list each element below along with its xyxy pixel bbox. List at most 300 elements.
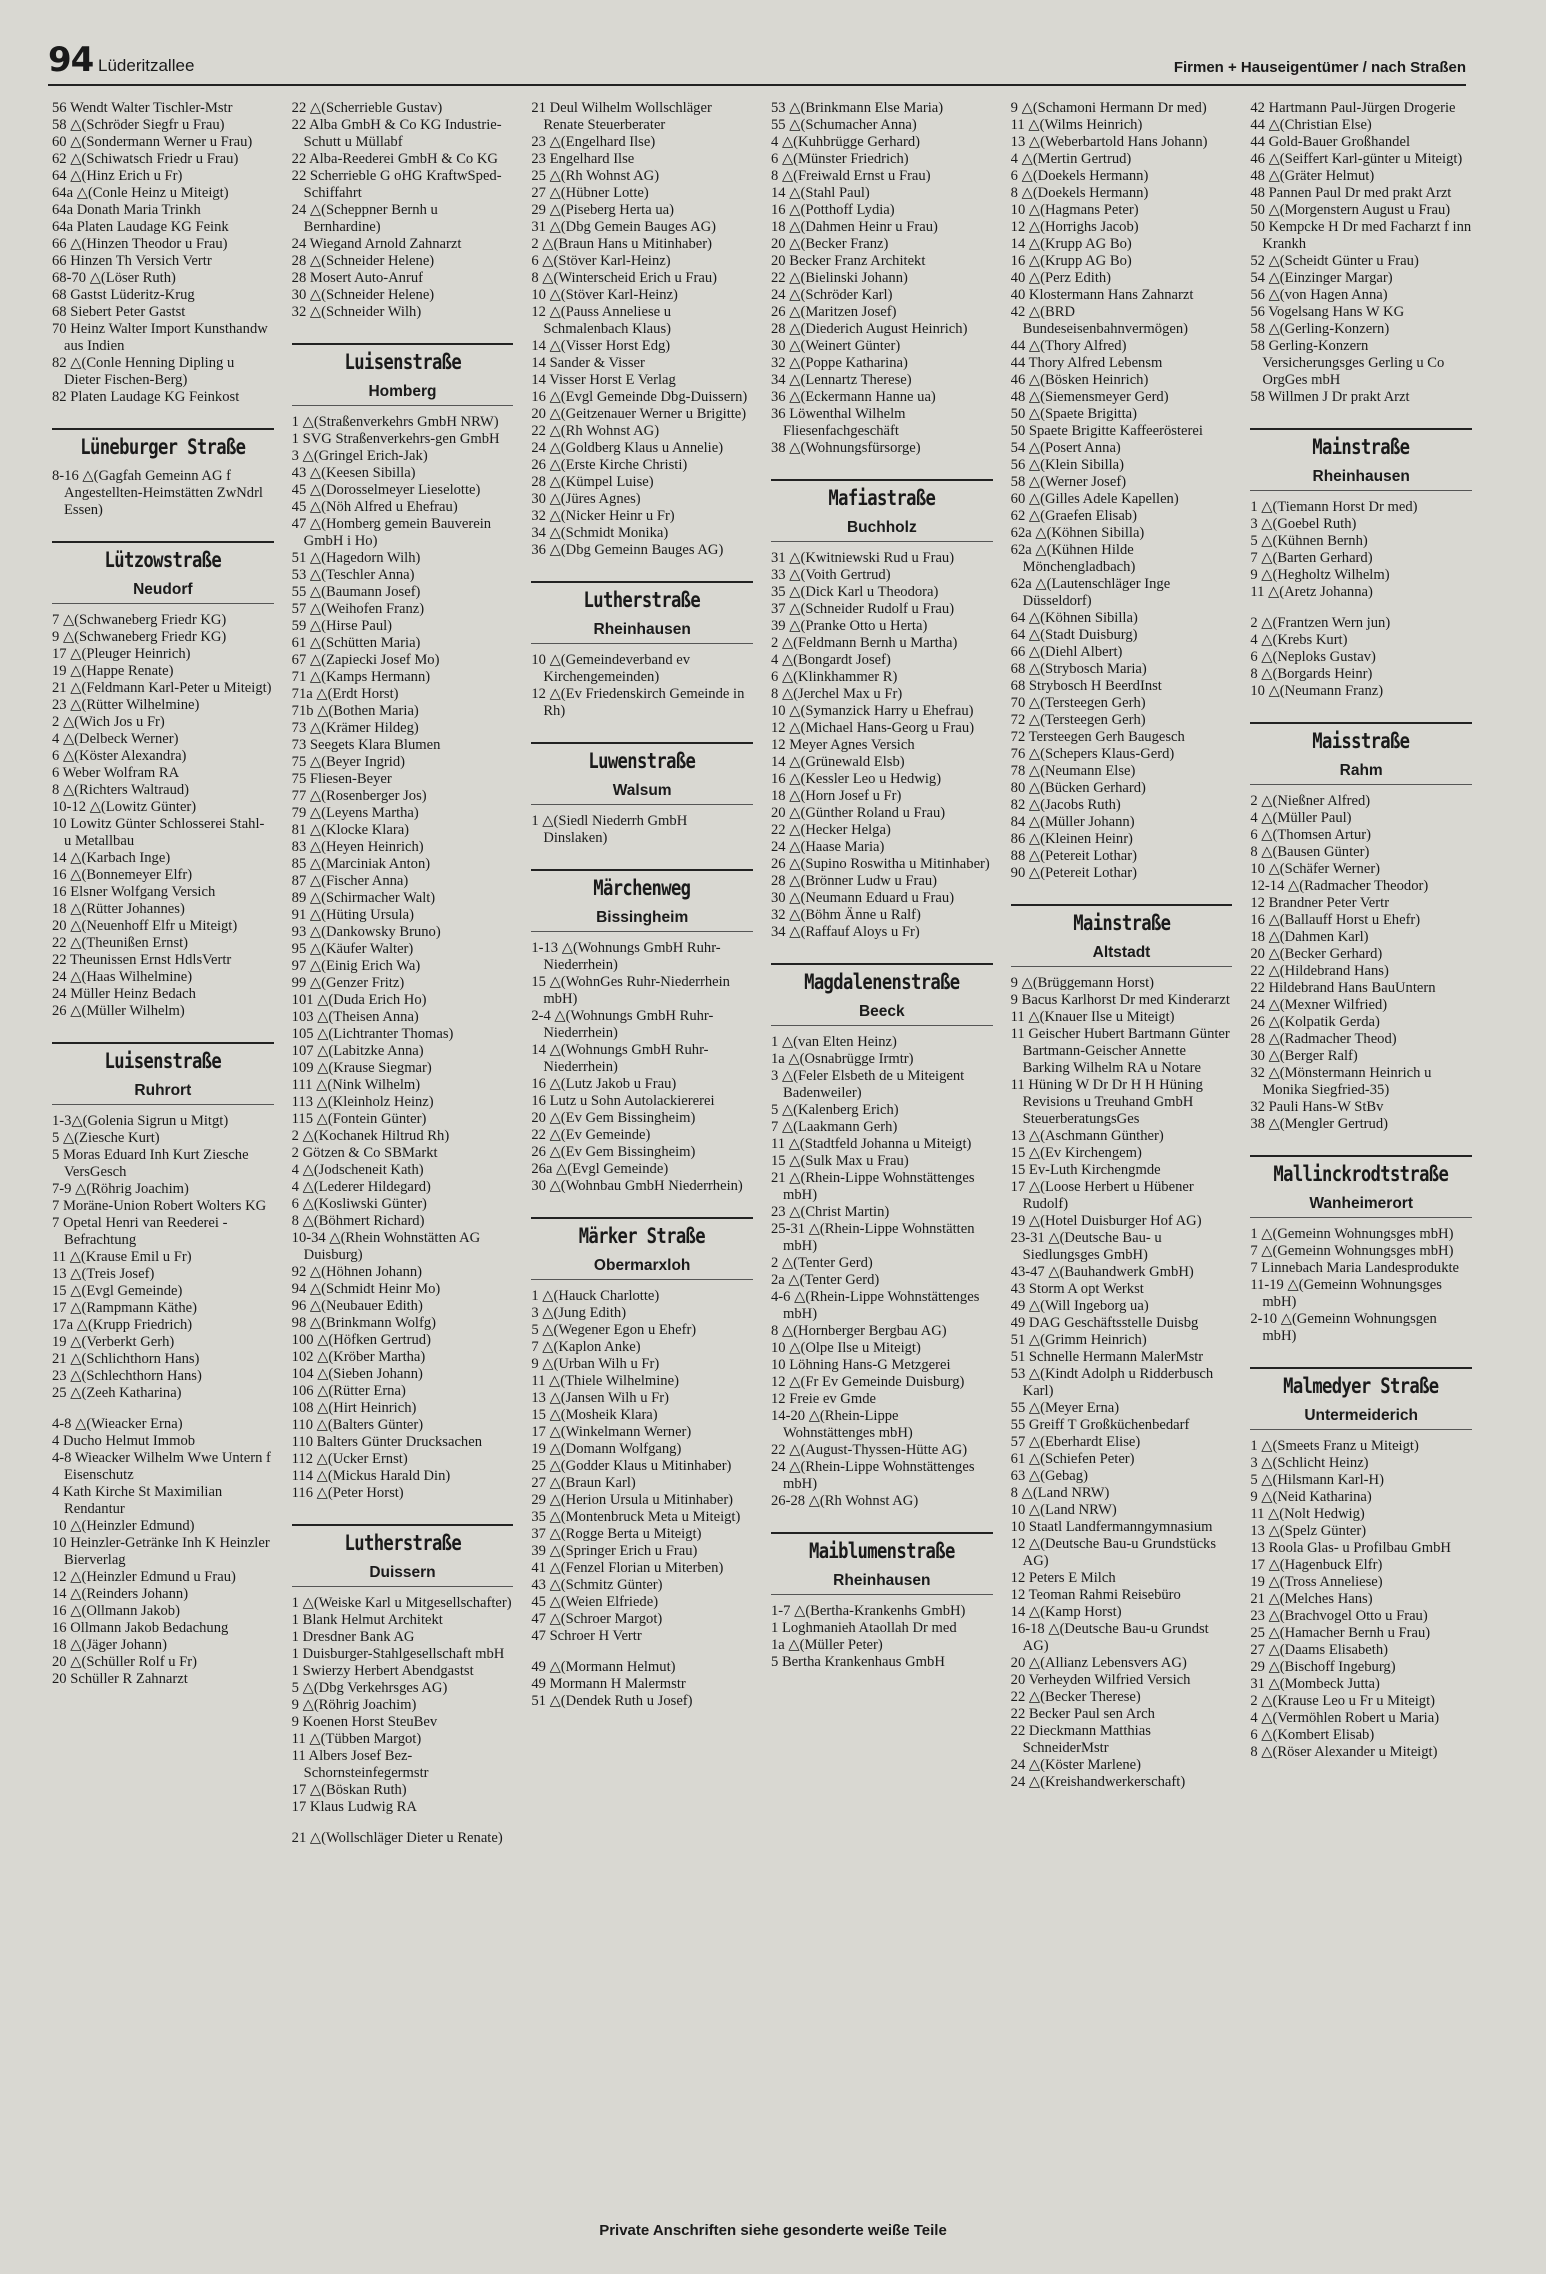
address-entry: 20 △(Becker Franz) — [771, 236, 889, 252]
address-entry: 29 △(Piseberg Herta ua) — [531, 202, 674, 218]
address-entry: 14 △(Krupp AG Bo) — [1010, 236, 1132, 252]
address-entry: 68-70 △(Löser Ruth) — [52, 270, 176, 286]
address-entry: 12 Peters E Milch — [1010, 1570, 1116, 1586]
district-heading: Wanheimerort — [1250, 1195, 1472, 1218]
address-entry: 26 △(Müller Wilhelm) — [52, 1003, 185, 1019]
address-entry: 20 △(Neuenhoff Elfr u Miteigt) — [52, 918, 238, 934]
address-entry: 43 △(Schmitz Günter) — [531, 1577, 663, 1593]
address-entry: 71b △(Bothen Maria) — [291, 703, 419, 719]
address-entry: 3 △(Feler Elsbeth de u Miteigent Badenweiler) — [771, 1068, 965, 1101]
address-entry: 16 △(Evgl Gemeinde Dbg-Duissern) — [531, 389, 748, 405]
address-entry: 22 Alba-Reederei GmbH & Co KG — [291, 151, 498, 167]
address-entry: 34 △(Raffauf Aloys u Fr) — [771, 924, 920, 940]
page-footer-note: Private Anschriften siehe gesonderte weiße Teile — [599, 2222, 947, 2239]
street-heading: Märker Straße — [579, 1224, 706, 1248]
street-section — [1250, 1367, 1472, 1399]
address-entry: 24 △(Scheppner Bernh u Bernhardine) — [291, 202, 438, 235]
address-entry: 33 △(Voith Gertrud) — [771, 567, 891, 583]
address-entry: 7 Moräne-Union Robert Wolters KG — [52, 1198, 267, 1214]
address-entry: 116 △(Peter Horst) — [291, 1485, 404, 1501]
address-entry: 84 △(Müller Johann) — [1010, 814, 1135, 830]
address-entry: 24 △(Haase Maria) — [771, 839, 885, 855]
address-entry: 25 △(Rh Wohnst AG) — [531, 168, 660, 184]
address-entry: 8 △(Borgards Heinr) — [1250, 666, 1373, 682]
address-entry: 11 △(Knauer Ilse u Miteigt) — [1010, 1009, 1175, 1025]
address-entry: 70 △(Tersteegen Gerh) — [1010, 695, 1146, 711]
address-entry: 25-31 △(Rhein-Lippe Wohnstätten mbH) — [771, 1221, 975, 1254]
address-entry: 1 Loghmanieh Ataollah Dr med — [771, 1620, 957, 1636]
address-entry: 4 Ducho Helmut Immob — [52, 1433, 196, 1449]
address-entry: 8 △(Bausen Günter) — [1250, 844, 1370, 860]
section-rule — [52, 428, 274, 430]
address-entry: 81 △(Klocke Klara) — [291, 822, 410, 838]
address-entry: 4-8 Wieacker Wilhelm Wwe Untern f Eisenschutz — [52, 1450, 271, 1483]
address-entry: 68 Gastst Lüderitz-Krug — [52, 287, 195, 303]
address-entry: 6 △(Kosliwski Günter) — [291, 1196, 427, 1212]
address-entry: 56 Vogelsang Hans W KG — [1250, 304, 1405, 320]
address-entry: 1 Swierzy Herbert Abendgastst — [291, 1663, 474, 1679]
address-entry: 24 △(Rhein-Lippe Wohnstättenges mbH) — [771, 1459, 975, 1492]
address-entry: 48 △(Gräter Helmut) — [1250, 168, 1375, 184]
address-entry: 55 △(Schumacher Anna) — [771, 117, 917, 133]
address-entry: 16 △(Lutz Jakob u Frau) — [531, 1076, 677, 1092]
address-entry: 23 △(Brachvogel Otto u Frau) — [1250, 1608, 1428, 1624]
address-entry: 8 △(Röser Alexander u Miteigt) — [1250, 1744, 1438, 1760]
section-rule — [771, 963, 993, 965]
address-entry: 20 △(Schüller Rolf u Fr) — [52, 1654, 197, 1670]
district-heading: Rahm — [1250, 762, 1472, 785]
address-entry: 52 △(Scheidt Günter u Frau) — [1250, 253, 1419, 269]
address-entry: 58 △(Schröder Siegfr u Frau) — [52, 117, 225, 133]
address-entry: 11 △(Tübben Margot) — [291, 1731, 422, 1747]
address-entry: 10 Staatl Landfermanngymnasium — [1010, 1519, 1213, 1535]
address-entry: 53 △(Kindt Adolph u Ridderbusch Karl) — [1010, 1366, 1214, 1399]
address-entry: 6 △(Klinkhammer R) — [771, 669, 898, 685]
address-entry: 51 △(Hagedorn Wilh) — [291, 550, 421, 566]
address-entry: 42 Hartmann Paul-Jürgen Drogerie — [1250, 100, 1456, 116]
address-entry: 61 △(Schütten Maria) — [291, 635, 421, 651]
address-entry: 26 △(Supino Roswitha u Mitinhaber) — [771, 856, 990, 872]
address-entry: 90 △(Petereit Lothar) — [1010, 865, 1137, 881]
address-entry: 44 Thory Alfred Lebensm — [1010, 355, 1163, 371]
address-entry: 39 △(Springer Erich u Frau) — [531, 1543, 698, 1559]
address-entry: 4 △(Vermöhlen Robert u Maria) — [1250, 1710, 1440, 1726]
address-entry: 16-18 △(Deutsche Bau-u Grundst AG) — [1010, 1621, 1209, 1654]
address-entry: 104 △(Sieben Johann) — [291, 1366, 423, 1382]
street-heading: Mallinckrodtstraße — [1273, 1162, 1449, 1186]
address-entry: 1 △(Hauck Charlotte) — [531, 1288, 660, 1304]
address-entry: 14 △(Reinders Johann) — [52, 1586, 189, 1602]
address-entry: 22 △(Theunißen Ernst) — [52, 935, 189, 951]
address-entry: 10 Lowitz Günter Schlosserei Stahl- u Metallbau — [52, 816, 265, 849]
address-entry: 7 △(Schwaneberg Friedr KG) — [52, 612, 227, 628]
address-entry: 102 △(Kröber Martha) — [291, 1349, 426, 1365]
address-entry: 26-28 △(Rh Wohnst AG) — [771, 1493, 919, 1509]
address-entry: 68 △(Strybosch Maria) — [1010, 661, 1147, 677]
section-rule — [1250, 722, 1472, 724]
street-section — [52, 1042, 274, 1074]
section-rule — [531, 742, 753, 744]
address-entry: 114 △(Mickus Harald Din) — [291, 1468, 451, 1484]
address-entry: 20 Becker Franz Architekt — [771, 253, 926, 269]
address-entry: 12-14 △(Radmacher Theodor) — [1250, 878, 1429, 894]
address-entry: 46 △(Seiffert Karl-günter u Miteigt) — [1250, 151, 1463, 167]
address-entry: 9 △(Schwaneberg Friedr KG) — [52, 629, 227, 645]
address-entry: 16 Lutz u Sohn Autolackiererei — [531, 1093, 715, 1109]
address-entry: 62 △(Graefen Elisab) — [1010, 508, 1137, 524]
address-entry: 24 Wiegand Arnold Zahnarzt — [291, 236, 462, 252]
address-entry: 47 △(Homberg gemein Bauverein GmbH i Ho) — [291, 516, 492, 549]
address-entry: 83 △(Heyen Heinrich) — [291, 839, 424, 855]
address-entry: 77 △(Rosenberger Jos) — [291, 788, 427, 804]
address-entry: 8 △(Jerchel Max u Fr) — [771, 686, 903, 702]
address-entry: 7 △(Gemeinn Wohnungsges mbH) — [1250, 1243, 1454, 1259]
address-entry: 20 △(Allianz Lebensvers AG) — [1010, 1655, 1187, 1671]
address-entry: 71a △(Erdt Horst) — [291, 686, 399, 702]
address-entry: 10-12 △(Lowitz Günter) — [52, 799, 197, 815]
address-entry: 107 △(Labitzke Anna) — [291, 1043, 424, 1059]
district-heading: Ruhrort — [52, 1082, 274, 1105]
address-entry: 8 △(Freiwald Ernst u Frau) — [771, 168, 931, 184]
address-entry: 59 △(Hirse Paul) — [291, 618, 393, 634]
address-entry: 6 △(Thomsen Artur) — [1250, 827, 1371, 843]
address-entry: 38 △(Wohnungsfürsorge) — [771, 440, 921, 456]
address-entry: 22 △(Hildebrand Hans) — [1250, 963, 1389, 979]
address-entry: 105 △(Lichtranter Thomas) — [291, 1026, 454, 1042]
address-entry: 9 △(Hegholtz Wilhelm) — [1250, 567, 1390, 583]
address-entry: 1 △(Siedl Niederrh GmbH Dinslaken) — [531, 813, 688, 846]
address-entry: 15 Ev-Luth Kirchengmde — [1010, 1162, 1161, 1178]
address-entry: 22 Theunissen Ernst HdlsVertr — [52, 952, 232, 968]
address-entry: 30 △(Weinert Günter) — [771, 338, 901, 354]
address-entry: 48 △(Siemensmeyer Gerd) — [1010, 389, 1169, 405]
address-entry: 6 △(Münster Friedrich) — [771, 151, 909, 167]
address-entry: 1a △(Osnabrügge Irmtr) — [771, 1051, 914, 1067]
address-entry: 26 △(Erste Kirche Christi) — [531, 457, 688, 473]
district-heading: Neudorf — [52, 581, 274, 604]
address-entry: 5 △(Hilsmann Karl-H) — [1250, 1472, 1384, 1488]
address-entry: 40 Klostermann Hans Zahnarzt — [1010, 287, 1194, 303]
address-entry: 13 △(Weberbartold Hans Johann) — [1010, 134, 1208, 150]
address-entry: 9 △(Urban Wilh u Fr) — [531, 1356, 660, 1372]
district-heading: Duissern — [292, 1564, 514, 1587]
address-entry: 2 △(Wich Jos u Fr) — [52, 714, 165, 730]
address-entry: 9 △(Schamoni Hermann Dr med) — [1010, 100, 1207, 116]
address-entry: 16 Elsner Wolfgang Versich — [52, 884, 216, 900]
address-entry: 43 △(Keesen Sibilla) — [291, 465, 416, 481]
address-entry: 22 △(Scherrieble Gustav) — [291, 100, 443, 116]
address-entry: 66 △(Diehl Albert) — [1010, 644, 1123, 660]
address-entry: 12 Brandner Peter Vertr — [1250, 895, 1390, 911]
address-entry: 32 △(Poppe Katharina) — [771, 355, 908, 371]
address-entry: 1 △(Gemeinn Wohnungsges mbH) — [1250, 1226, 1454, 1242]
address-entry: 44 Gold-Bauer Großhandel — [1250, 134, 1411, 150]
address-entry: 62a △(Lautenschläger Inge Düsseldorf) — [1010, 576, 1171, 609]
address-entry: 115 △(Fontein Günter) — [291, 1111, 427, 1127]
district-heading: Obermarxloh — [531, 1257, 753, 1280]
address-entry: 22 Dieckmann Matthias SchneiderMstr — [1010, 1723, 1151, 1756]
directory-column — [531, 100, 753, 2220]
address-entry: 23 △(Engelhard Ilse) — [531, 134, 656, 150]
address-entry: 22 △(Ev Gemeinde) — [531, 1127, 651, 1143]
page-number: 94 — [48, 40, 94, 80]
address-entry: 87 △(Fischer Anna) — [291, 873, 409, 889]
address-entry: 30 △(Jüres Agnes) — [531, 491, 641, 507]
address-entry: 44 △(Thory Alfred) — [1010, 338, 1127, 354]
address-entry: 14 △(Kamp Horst) — [1010, 1604, 1122, 1620]
address-entry: 4 △(Krebs Kurt) — [1250, 632, 1348, 648]
address-entry: 6 △(Kombert Elisab) — [1250, 1727, 1375, 1743]
address-entry: 11 Albers Josef Bez-Schornsteinfegermstr — [291, 1748, 429, 1781]
address-entry: 20 △(Geitzenauer Werner u Brigitte) — [531, 406, 747, 422]
address-entry: 10 △(Gemeindeverband ev Kirchengemeinden) — [531, 652, 691, 685]
address-entry: 42 △(BRD Bundeseisenbahnvermögen) — [1010, 304, 1189, 337]
address-entry: 20 △(Becker Gerhard) — [1250, 946, 1383, 962]
address-entry: 49 DAG Geschäftsstelle Duisbg — [1010, 1315, 1199, 1331]
address-entry: 22 △(August-Thyssen-Hütte AG) — [771, 1442, 968, 1458]
address-entry: 75 Fliesen-Beyer — [291, 771, 392, 787]
address-entry: 38 △(Mengler Gertrud) — [1250, 1116, 1388, 1132]
address-entry: 1 △(Straßenverkehrs GmbH NRW) — [291, 414, 499, 430]
address-entry: 45 △(Nöh Alfred u Ehefrau) — [291, 499, 458, 515]
address-entry: 1 △(Smeets Franz u Miteigt) — [1250, 1438, 1419, 1454]
address-entry: 91 △(Hüting Ursula) — [291, 907, 414, 923]
address-entry: 11 Geischer Hubert Bartmann Günter Bartmann-Geischer Annette Barking Wilhelm RA u Notare — [1010, 1026, 1230, 1076]
address-entry: 24 △(Haas Wilhelmine) — [52, 969, 193, 985]
section-rule — [1250, 428, 1472, 430]
address-entry: 17a △(Krupp Friedrich) — [52, 1317, 193, 1333]
address-entry: 79 △(Leyens Martha) — [291, 805, 419, 821]
address-entry: 4 △(Jodscheneit Kath) — [291, 1162, 424, 1178]
address-entry: 49 △(Mormann Helmut) — [531, 1659, 676, 1675]
address-entry: 13 △(Treis Josef) — [52, 1266, 155, 1282]
address-entry: 48 Pannen Paul Dr med prakt Arzt — [1250, 185, 1452, 201]
address-entry: 11 △(Nolt Hedwig) — [1250, 1506, 1365, 1522]
address-entry: 57 △(Eberhardt Elise) — [1010, 1434, 1141, 1450]
address-entry: 36 △(Eckermann Hanne ua) — [771, 389, 936, 405]
address-entry: 68 Siebert Peter Gastst — [52, 304, 186, 320]
address-entry: 7 Linnebach Maria Landesprodukte — [1250, 1260, 1460, 1276]
address-entry: 1a △(Müller Peter) — [771, 1637, 883, 1653]
directory-column — [771, 100, 993, 2220]
address-entry: 9 Koenen Horst SteuBev — [291, 1714, 438, 1730]
address-entry: 4 △(Mertin Gertrud) — [1010, 151, 1132, 167]
address-entry: 7 △(Barten Gerhard) — [1250, 550, 1373, 566]
address-entry: 19 △(Hotel Duisburger Hof AG) — [1010, 1213, 1202, 1229]
address-entry: 39 △(Pranke Otto u Herta) — [771, 618, 928, 634]
street-heading: Lutherstraße — [583, 588, 701, 612]
address-entry: 64a Donath Maria Trinkh — [52, 202, 201, 218]
address-entry: 3 △(Schlicht Heinz) — [1250, 1455, 1369, 1471]
address-entry: 43-47 △(Bauhandwerk GmbH) — [1010, 1264, 1194, 1280]
address-entry: 4 △(Kuhbrügge Gerhard) — [771, 134, 921, 150]
street-heading: Luwenstraße — [588, 749, 696, 773]
address-entry: 28 △(Diederich August Heinrich) — [771, 321, 968, 337]
street-section — [52, 428, 274, 460]
address-entry: 6 Weber Wolfram RA — [52, 765, 180, 781]
address-entry: 106 △(Rütter Erna) — [291, 1383, 406, 1399]
address-entry: 35 △(Montenbruck Meta u Miteigt) — [531, 1509, 741, 1525]
address-entry: 10 Heinzler-Getränke Inh K Heinzler Bierverlag — [52, 1535, 270, 1568]
street-heading: Mainstraße — [1312, 435, 1410, 459]
address-entry: 44 △(Christian Else) — [1250, 117, 1372, 133]
section-rule — [531, 581, 753, 583]
address-entry: 14 Visser Horst E Verlag — [531, 372, 676, 388]
address-entry: 76 △(Schepers Klaus-Gerd) — [1010, 746, 1175, 762]
address-entry: 20 △(Günther Roland u Frau) — [771, 805, 946, 821]
address-entry: 5 △(Ziesche Kurt) — [52, 1130, 160, 1146]
address-entry: 17 △(Hagenbuck Elfr) — [1250, 1557, 1383, 1573]
address-entry: 1 △(Tiemann Horst Dr med) — [1250, 499, 1418, 515]
address-entry: 28 △(Radmacher Theod) — [1250, 1031, 1397, 1047]
address-entry: 60 △(Sondermann Werner u Frau) — [52, 134, 253, 150]
address-entry: 14 Sander & Visser — [531, 355, 645, 371]
address-entry: 98 △(Brinkmann Wolfg) — [291, 1315, 437, 1331]
address-entry: 24 △(Köster Marlene) — [1010, 1757, 1142, 1773]
address-entry: 29 △(Bischoff Ingeburg) — [1250, 1659, 1396, 1675]
address-entry: 99 △(Genzer Fritz) — [291, 975, 405, 991]
address-entry: 21 △(Feldmann Karl-Peter u Miteigt) — [52, 680, 272, 696]
address-entry: 19 △(Tross Anneliese) — [1250, 1574, 1383, 1590]
district-heading: Bissingheim — [531, 909, 753, 932]
address-entry: 1 Dresdner Bank AG — [291, 1629, 415, 1645]
address-entry: 6 △(Neploks Gustav) — [1250, 649, 1376, 665]
address-entry: 21 △(Melches Hans) — [1250, 1591, 1373, 1607]
address-entry: 14 △(Grünewald Elsb) — [771, 754, 905, 770]
address-entry: 17 Klaus Ludwig RA — [291, 1799, 417, 1815]
address-entry: 15 △(Evgl Gemeinde) — [52, 1283, 183, 1299]
address-entry: 30 △(Berger Ralf) — [1250, 1048, 1358, 1064]
address-entry: 32 △(Böhm Änne u Ralf) — [771, 907, 921, 923]
address-entry: 62a △(Kühnen Hilde Mönchengladbach) — [1010, 542, 1136, 575]
address-entry: 18 △(Horn Josef u Fr) — [771, 788, 902, 804]
address-entry: 64 △(Hinz Erich u Fr) — [52, 168, 183, 184]
address-entry: 37 △(Schneider Rudolf u Frau) — [771, 601, 955, 617]
address-entry: 32 △(Schneider Wilh) — [291, 304, 422, 320]
address-entry: 96 △(Neubauer Edith) — [291, 1298, 423, 1314]
entry-gap — [1250, 601, 1472, 615]
address-entry: 2-10 △(Gemeinn Wohnungsgen mbH) — [1250, 1311, 1437, 1344]
address-entry: 23 △(Schlechthorn Hans) — [52, 1368, 202, 1384]
address-entry: 94 △(Schmidt Heinr Mo) — [291, 1281, 441, 1297]
district-heading: Altstadt — [1011, 944, 1233, 967]
section-rule — [1250, 1367, 1472, 1369]
address-entry: 21 △(Schlichthorn Hans) — [52, 1351, 200, 1367]
address-entry: 62a △(Köhnen Sibilla) — [1010, 525, 1145, 541]
address-entry: 2 △(Feldmann Bernh u Martha) — [771, 635, 958, 651]
address-entry: 8 △(Doekels Hermann) — [1010, 185, 1149, 201]
address-entry: 88 △(Petereit Lothar) — [1010, 848, 1137, 864]
section-rule — [531, 1217, 753, 1219]
address-entry: 45 △(Dorosselmeyer Lieselotte) — [291, 482, 481, 498]
address-entry: 4 △(Delbeck Werner) — [52, 731, 179, 747]
address-entry: 12 Teoman Rahmi Reisebüro — [1010, 1587, 1181, 1603]
address-entry: 15 △(Sulk Max u Frau) — [771, 1153, 909, 1169]
address-entry: 27 △(Braun Karl) — [531, 1475, 636, 1491]
address-entry: 49 Mormann H Malermstr — [531, 1676, 686, 1692]
address-entry: 19 △(Verberkt Gerh) — [52, 1334, 175, 1350]
address-entry: 60 △(Gilles Adele Kapellen) — [1010, 491, 1179, 507]
address-entry: 82 Platen Laudage KG Feinkost — [52, 389, 240, 405]
address-entry: 14-20 △(Rhein-Lippe Wohnstättenges mbH) — [771, 1408, 913, 1441]
address-entry: 22 Alba GmbH & Co KG Industrie-Schutt u Müllabf — [291, 117, 502, 150]
address-entry: 32 △(Nicker Heinr u Fr) — [531, 508, 675, 524]
address-entry: 31 △(Mombeck Jutta) — [1250, 1676, 1380, 1692]
address-entry: 23-31 △(Deutsche Bau- u Siedlungsges GmbH) — [1010, 1230, 1162, 1263]
address-entry: 70 Heinz Walter Import Kunsthandw aus Indien — [52, 321, 268, 354]
address-entry: 3 △(Gringel Erich-Jak) — [291, 448, 428, 464]
address-entry: 35 △(Dick Karl u Theodora) — [771, 584, 939, 600]
street-heading: Luisenstraße — [344, 350, 461, 374]
address-entry: 7-9 △(Röhrig Joachim) — [52, 1181, 189, 1197]
address-entry: 73 Seegets Klara Blumen — [291, 737, 441, 753]
running-head-street: Lüderitzallee — [98, 56, 195, 75]
address-entry: 10 △(Stöver Karl-Heinz) — [531, 287, 678, 303]
address-entry: 12 △(Heinzler Edmund u Frau) — [52, 1569, 236, 1585]
section-rule — [292, 343, 514, 345]
address-entry: 64a △(Conle Heinz u Miteigt) — [52, 185, 229, 201]
address-entry: 1-13 △(Wohnungs GmbH Ruhr-Niederrhein) — [531, 940, 721, 973]
address-entry: 24 △(Goldberg Klaus u Annelie) — [531, 440, 724, 456]
address-entry: 34 △(Lennartz Therese) — [771, 372, 912, 388]
address-entry: 50 Spaete Brigitte Kaffeerösterei — [1010, 423, 1203, 439]
address-entry: 1 △(van Elten Heinz) — [771, 1034, 897, 1050]
address-entry: 5 △(Kühnen Bernh) — [1250, 533, 1368, 549]
street-section — [1250, 428, 1472, 460]
address-entry: 2a △(Tenter Gerd) — [771, 1272, 880, 1288]
address-entry: 14 △(Stahl Paul) — [771, 185, 870, 201]
address-entry: 58 Willmen J Dr prakt Arzt — [1250, 389, 1410, 405]
address-entry: 55 Greiff T Großküchenbedarf — [1010, 1417, 1190, 1433]
address-entry: 22 Scherrieble G oHG KraftwSped-Schiffahrt — [291, 168, 502, 201]
street-heading: Maisstraße — [1312, 729, 1410, 753]
address-entry: 22 Becker Paul sen Arch — [1010, 1706, 1155, 1722]
address-entry: 11 △(Thiele Wilhelmine) — [531, 1373, 679, 1389]
address-entry: 12 Meyer Agnes Versich — [771, 737, 915, 753]
street-section — [771, 1532, 993, 1564]
address-entry: 16 △(Bonnemeyer Elfr) — [52, 867, 193, 883]
address-entry: 30 △(Neumann Eduard u Frau) — [771, 890, 955, 906]
directory-column — [292, 100, 514, 2220]
district-heading: Untermeiderich — [1250, 1407, 1472, 1430]
street-section — [531, 869, 753, 901]
address-entry: 10-34 △(Rhein Wohnstätten AG Duisburg) — [291, 1230, 481, 1263]
address-entry: 58 Gerling-Konzern Versicherungsges Gerling u Co OrgGes mbH — [1250, 338, 1445, 388]
address-entry: 56 △(von Hagen Anna) — [1250, 287, 1388, 303]
address-entry: 11-19 △(Gemeinn Wohnungsges mbH) — [1250, 1277, 1442, 1310]
address-entry: 54 △(Einzinger Margar) — [1250, 270, 1393, 286]
address-entry: 24 △(Mexner Wilfried) — [1250, 997, 1388, 1013]
address-entry: 31 △(Kwitniewski Rud u Frau) — [771, 550, 955, 566]
address-entry: 14 △(Visser Horst Edg) — [531, 338, 671, 354]
address-entry: 7 △(Laakmann Gerh) — [771, 1119, 898, 1135]
address-entry: 113 △(Kleinholz Heinz) — [291, 1094, 434, 1110]
street-section — [531, 742, 753, 774]
address-entry: 18 △(Dahmen Heinr u Frau) — [771, 219, 938, 235]
address-entry: 80 △(Bücken Gerhard) — [1010, 780, 1146, 796]
address-entry: 109 △(Krause Siegmar) — [291, 1060, 432, 1076]
street-section — [1011, 904, 1233, 936]
address-entry: 22 Hildebrand Hans BauUntern — [1250, 980, 1436, 996]
address-entry: 20 Verheyden Wilfried Versich — [1010, 1672, 1191, 1688]
address-entry: 50 △(Spaete Brigitta) — [1010, 406, 1137, 422]
address-entry: 1-3△(Golenia Sigrun u Mitgt) — [52, 1113, 229, 1129]
address-entry: 8 △(Böhmert Richard) — [291, 1213, 425, 1229]
address-entry: 62 △(Schiwatsch Friedr u Frau) — [52, 151, 239, 167]
address-entry: 28 Mosert Auto-Anruf — [291, 270, 423, 286]
address-entry: 8 △(Land NRW) — [1010, 1485, 1110, 1501]
address-entry: 8 △(Hornberger Bergbau AG) — [771, 1323, 947, 1339]
